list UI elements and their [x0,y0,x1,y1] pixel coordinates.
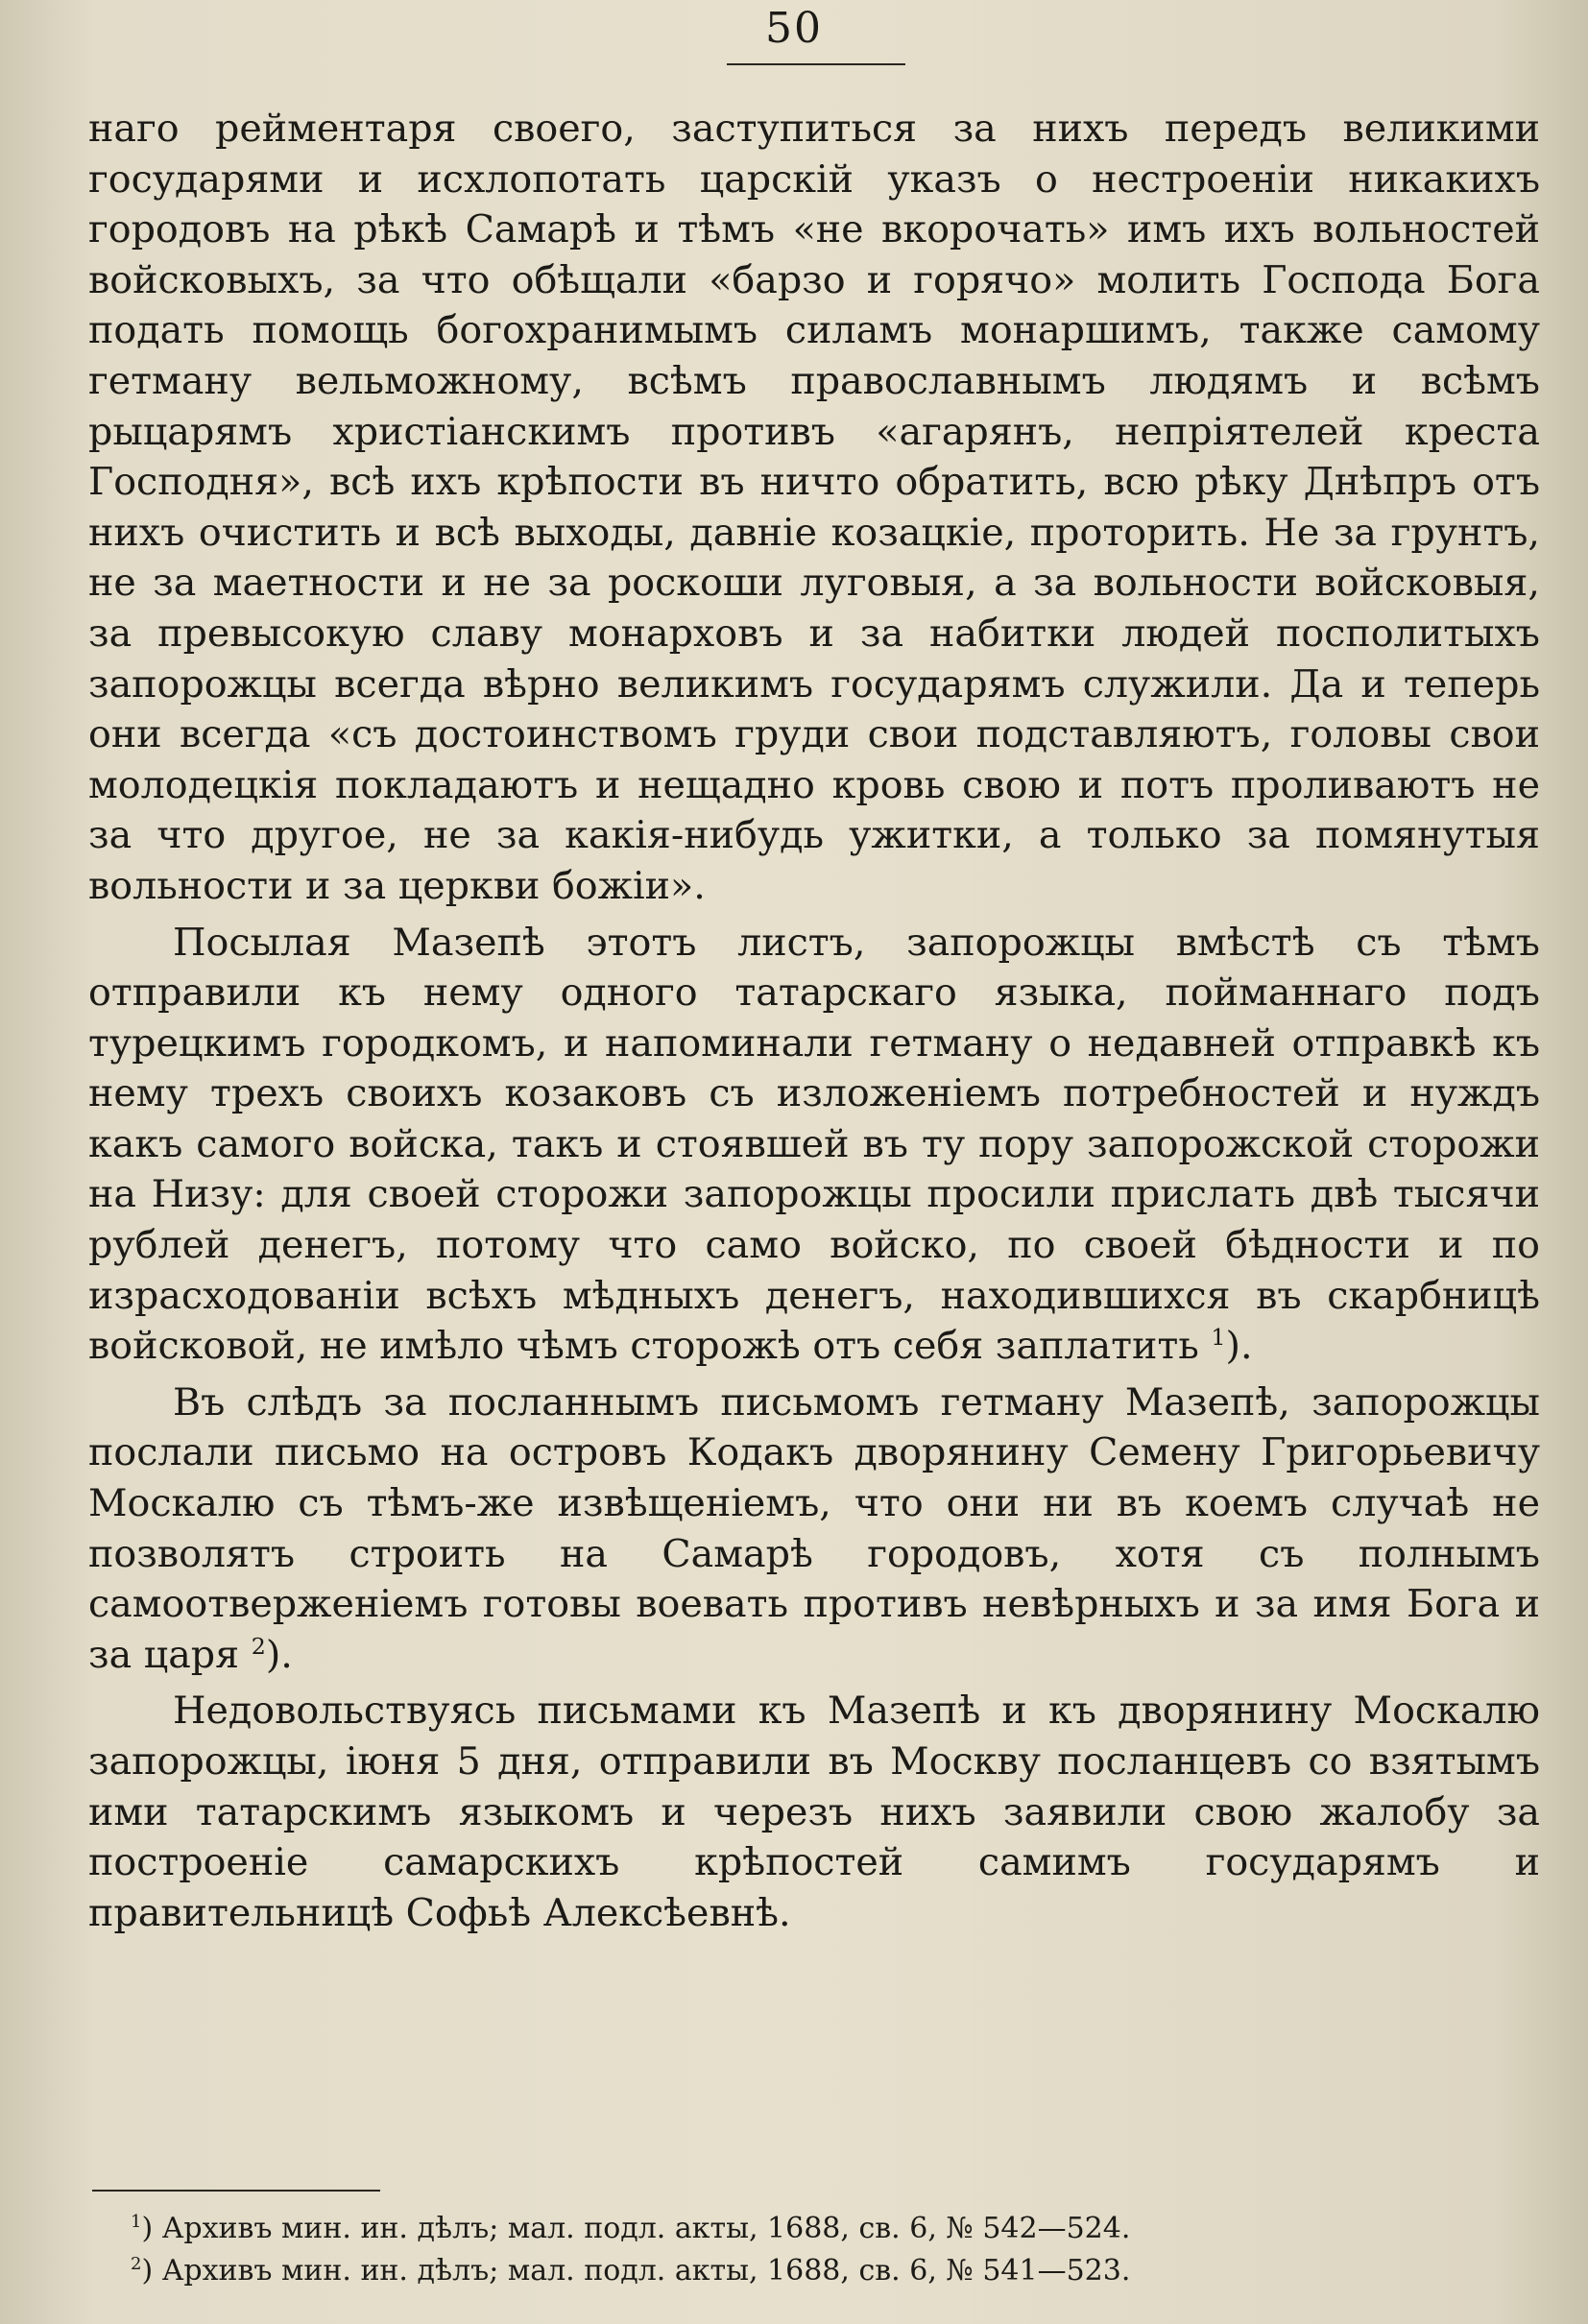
header-rule [727,63,905,65]
footnote-2: $^2$) Архивъ мин. ин. дѣлъ; мал. подл. акты, 1688, св. 6, № 541—523. [131,2254,1131,2288]
footnote-rule [92,2190,380,2192]
paragraph-moskal-letter: Въ слѣдъ за посланнымъ письмомъ гетману Мазепѣ, запорожцы послали письмо на островъ Кодакъ дворянину Семену Григорьевичу Москалю съ тѣмъ-же извѣщеніемъ, что они ни въ коемъ случаѣ не позволятъ строить на Самарѣ городовъ, хотя съ полнымъ самоотверженіемъ готовы воевать противъ невѣрныхъ и за имя Бога и за царя $^2$). [88,1379,1540,1677]
paragraph-mazepa-letter: Посылая Мазепѣ этотъ листъ, запорожцы вмѣстѣ съ тѣмъ отправили къ нему одного татарскаго языка, пойманнаго подъ турецкимъ городкомъ, и напоминали гетману о недавней отправкѣ къ нему трехъ своихъ козаковъ съ изложеніемъ потребностей и нуждъ какъ самого войска, такъ и стоявшей въ ту пору запорожской сторожи на Низу: для своей сторожи запорожцы просили прислать двѣ тысячи рублей денегъ, потому что само войско, по своей бѣдности и по израсходованіи всѣхъ мѣдныхъ денегъ, находившихся въ скарбницѣ войсковой, не имѣло чѣмъ сторожѣ отъ себя заплатить $^1$). [88,920,1540,1369]
paragraph-continued: наго рейментаря своего, заступиться за нихъ передъ великими государями и исхлопотать царскій указъ о нестроеніи никакихъ городовъ на рѣкѣ Самарѣ и тѣмъ «не вкорочать» имъ ихъ вольностей войсковыхъ, за что обѣщали «барзо и горячо» молить Господа Бога подать помощь богохранимымъ силамъ монаршимъ, также самому гетману вельможному, всѣмъ православнымъ людямъ и всѣмъ рыцарямъ христіанскимъ противъ «агарянъ, непріятелей креста Господня», всѣ ихъ крѣпости въ ничто обратить, всю рѣку Днѣпръ отъ нихъ очистить и всѣ выходы, давніе козацкіе, проторить. Не за грунтъ, не за маетности и не за роскоши луговыя, а за вольности войсковыя, за превысокую славу монарховъ и за набитки людей посполитыхъ запорожцы всегда вѣрно великимъ государямъ служили. Да и теперь они всегда «съ достоинствомъ груди свои подставляютъ, головы свои молодецкія покладаютъ и нещадно кровь свою и потъ проливаютъ не за что другое, не за какія-нибудь ужитки, а только за помянутыя вольности и за церкви божіи». [88,107,1540,908]
footnote-ref-1: 1 [1211,1324,1226,1352]
footnote-1: $^1$) Архивъ мин. ин. дѣлъ; мал. подл. акты, 1688, св. 6, № 542—524. [131,2212,1131,2245]
footnote-ref-2: 2 [251,1632,266,1660]
paragraph-moscow-envoys: Недовольствуясь письмами къ Мазепѣ и къ дворянину Москалю запорожцы, іюня 5 дня, отправили въ Москву посланцевъ со взятымъ ими татарскимъ языкомъ и черезъ нихъ заявили свою жалобу за построеніе самарскихъ крѣпостей самимъ государямъ и правительницѣ Софьѣ Алексѣевнѣ. [88,1689,1540,1935]
page-number: 50 [765,4,823,53]
body-text [88,104,1540,1938]
footnotes [131,2208,1494,2292]
